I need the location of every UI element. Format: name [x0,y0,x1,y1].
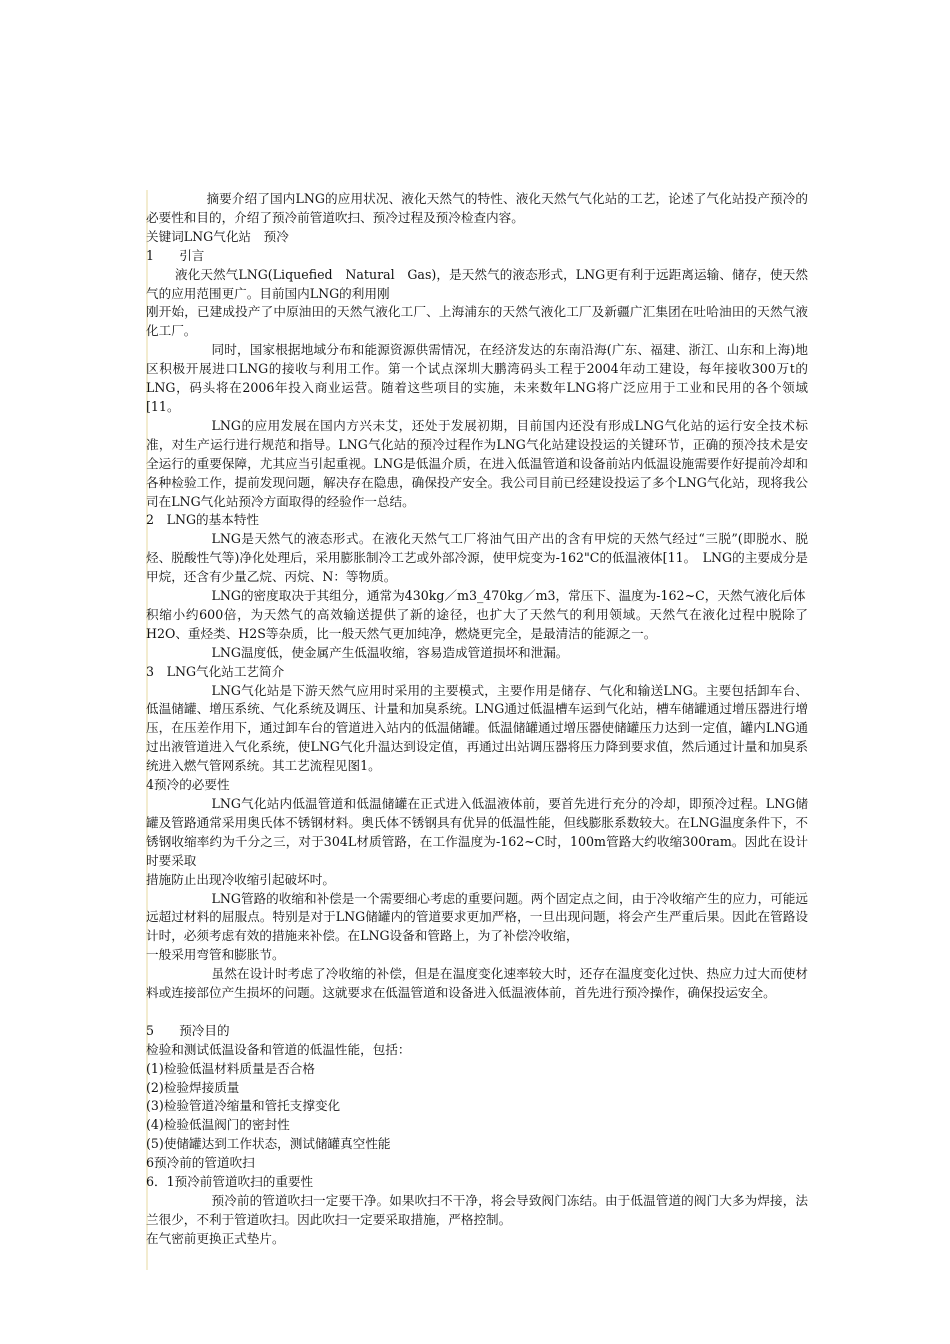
section-6-1-paragraph-2: 在气密前更换正式垫片。 [146,1230,285,1246]
section-1-paragraph-2: 同时，国家根据地域分布和能源资源供需情况，在经济发达的东南沿海(广东、福建、浙江、山东和上海)地区积极开展进口LNG的接收与利用工作。第一个试点深圳大鹏湾码头工程于2004年动工建设，每年接收300万t的LNG，码头将在2006年投入商业运营。随着这些项目的实施，未来数年LNG将广泛应用于工业和民用的各个领域[11。 [146,342,808,414]
list-item: (4)检验低温阀门的密封性 [146,1117,290,1133]
section-1-title: 1 引言 [146,247,205,263]
section-6-1-title: 6．1预冷前管道吹扫的重要性 [146,1174,314,1190]
list-item: (2)检验焊接质量 [146,1079,240,1095]
section-2-title: 2 LNG的基本特性 [146,512,260,528]
section-1-paragraph-1a: 液化天然气LNG(Liquefied Natural Gas)，是天然气的液态形式，LNG更有利于远距离运输、储存，使天然气的应用范围更广。目前国内LNG的利用刚 [146,266,808,301]
section-5-title: 5 预冷目的 [146,1022,230,1038]
section-3-paragraph-1: LNG气化站是下游天然气应用时采用的主要模式，主要作用是储存、气化和输送LNG。主要包括卸车台、低温储罐、增压系统、气化系统及调压、计量和加臭系统。LNG通过低温槽车运到气化站，槽车储罐通过增压器进行增压，在压差作用下，通过卸车台的管道进入站内的低温储罐。低温储罐通过增压器使储罐压力达到一定值，罐内LNG通过出液管道进入气化系统，使LNG气化升温达到设定值，再通过出站调压器将压力降到要求值，然后通过计量和加臭系统进入燃气管网系统。其工艺流程见图1。 [146,682,808,774]
list-item: (1)检验低温材料质量是否合格 [146,1060,315,1076]
section-1-paragraph-1b: 刚开始，已建成投产了中原油田的天然气液化工厂、上海浦东的天然气液化工厂及新疆广汇集团在吐哈油田的天然气液化工厂。 [146,304,808,339]
section-4-paragraph-2a: LNG管路的收缩和补偿是一个需要细心考虑的重要问题。两个固定点之间，由于冷收缩产生的应力，可能远远超过材料的屈服点。特别是对于LNG储罐内的管道要求更加严格，一旦出现问题，将会产生严重后果。因此在管路设计时，必须考虑有效的措施来补偿。在LNG设备和管路上，为了补偿冷收缩， [146,890,808,944]
section-3-title: 3 LNG气化站工艺简介 [146,663,285,679]
section-6-1-paragraph-1: 预冷前的管道吹扫一定要干净。如果吹扫不干净，将会导致阀门冻结。由于低温管道的阀门大多为焊接，法兰很少，不利于管道吹扫。因此吹扫一定要采取措施，严格控制。 [146,1193,808,1227]
section-5-intro: 检验和测试低温设备和管道的低温性能，包括： [146,1041,411,1057]
section-4-paragraph-1a: LNG气化站内低温管道和低温储罐在正式进入低温液体前，要首先进行充分的冷却，即预冷过程。LNG储罐及管路通常采用奥氏体不锈钢材料。奥氏体不锈钢具有优异的低温性能，但线膨胀系数较大。在LNG温度条件下，不锈钢收缩率约为千分之三，对于304L材质管路，在工作温度为-162~C时，100m管路大约收缩300ram。因此在设计时要采取 [146,796,808,868]
abstract: 摘要介绍了国内LNG的应用状况、液化天然气的特性、液化天然气气化站的工艺，论述了气化站投产预冷的必要性和目的，介绍了预冷前管道吹扫、预冷过程及预冷检查内容。 [146,191,808,225]
section-2-paragraph-1: LNG是天然气的液态形式。在液化天然气工厂将油气田产出的含有甲烷的天然气经过“三脱”(即脱水、脱烃、脱酸性气等)净化处理后，采用膨胀制冷工艺或外部冷源，使甲烷变为-162"C的低温液体[11。 LNG的主要成分是甲烷，还含有少量乙烷、丙烷、N：等物质。 [146,531,808,585]
keywords: 关键词LNG气化站 预冷 [146,228,289,244]
list-item: (5)使储罐达到工作状态，测试储罐真空性能 [146,1136,391,1152]
section-4-paragraph-3: 虽然在设计时考虑了冷收缩的补偿，但是在温度变化速率较大时，还存在温度变化过快、热应力过大而使材料或连接部位产生损坏的问题。这就要求在低温管道和设备进入低温液体前，首先进行预冷操作，确保投运安全。 [146,966,808,1001]
section-4-paragraph-1b: 措施防止出现冷收缩引起破坏吋。 [146,871,335,887]
section-4-paragraph-2b: 一般采用弯管和膨胀节。 [146,947,285,963]
section-1-paragraph-3: LNG的应用发展在国内方兴未艾，还处于发展初期，目前国内还没有形成LNG气化站的运行安全技术标准，对生产运行进行规范和指导。LNG气化站的预冷过程作为LNG气化站建设投运的关键环节，正确的预冷技术是安全运行的重要保障，尤其应当引起重视。LNG是低温介质，在进入低温管道和设备前站内低温设施需要作好提前冷却和各种检验工作，提前发现问题，解决存在隐患，确保投产安全。我公司目前已经建设投运了多个LNG气化站，现将我公司在LNG气化站预冷方面取得的经验作一总结。 [146,417,808,509]
section-2-paragraph-3: LNG温度低，使金属产生低温收缩，容易造成管道损坏和泄漏。 [211,644,569,660]
spacer [146,1003,808,1022]
section-2-paragraph-2a: LNG的密度取决于其组分，通常为430kg／m3_470kg／m3，常压下、温度为-162~C，天然气液化后体 [211,588,806,604]
list-item: (3)检验管道冷缩量和管托支撑变化 [146,1098,341,1114]
section-4-title: 4预冷的必要性 [146,777,230,793]
section-6-title: 6预冷前的管道吹扫 [146,1155,255,1171]
document-body [146,190,808,1249]
section-2-paragraph-2b: 积缩小约600倍，为天然气的高效输送提供了新的途径，也扩大了天然气的利用领域。天然气在液化过程中脱除了H2O、重烃类、H2S等杂质，比一般天然气更加纯净，燃烧更完全，是最清洁的能源之一。 [146,606,808,641]
